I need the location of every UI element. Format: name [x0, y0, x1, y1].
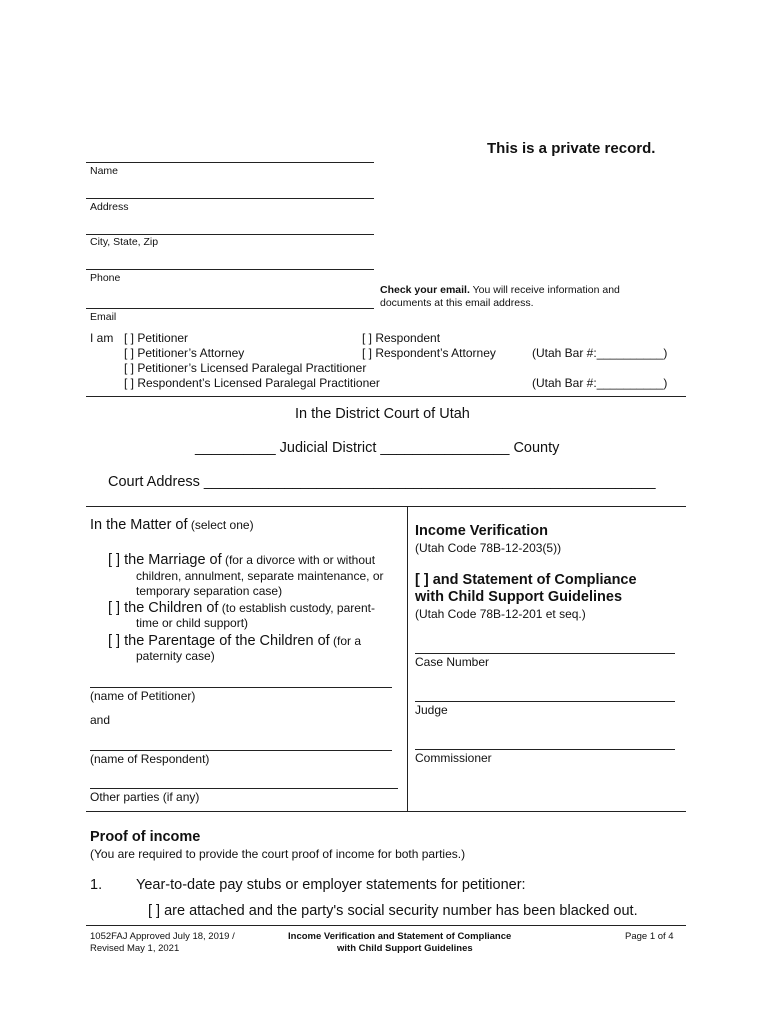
address-line[interactable]: [86, 198, 374, 199]
name-line[interactable]: [86, 162, 374, 163]
income-verification-code: (Utah Code 78B-12-203(5)): [415, 541, 562, 555]
option-children-note: (to establish custody, parent-: [218, 601, 375, 615]
email-line[interactable]: [86, 308, 374, 309]
other-parties-line[interactable]: [90, 788, 398, 789]
item-1-option[interactable]: [ ] are attached and the party's social security number has been blacked out.: [148, 903, 638, 919]
option-parentage-main: [ ] the Parentage of the Children of: [108, 633, 330, 649]
city-state-zip-label: City, State, Zip: [90, 236, 159, 248]
option-children-note-2: time or child support): [136, 616, 249, 630]
email-label: Email: [90, 311, 117, 323]
option-respondent[interactable]: [ ] Respondent: [362, 331, 441, 345]
matter-heading-note: (select one): [187, 518, 254, 532]
and-label: and: [90, 713, 111, 727]
footer-form-id: 1052FAJ Approved July 18, 2019 /: [90, 931, 235, 942]
divider-court: [86, 396, 686, 397]
utah-bar-number-1[interactable]: (Utah Bar #:__________): [532, 346, 668, 360]
address-label: Address: [90, 201, 129, 213]
statement-compliance-code: (Utah Code 78B-12-201 et seq.): [415, 607, 586, 621]
judicial-district-line[interactable]: __________ Judicial District ________________ County: [195, 440, 560, 456]
city-state-zip-line[interactable]: [86, 234, 374, 235]
respondent-caption: (name of Respondent): [90, 752, 210, 766]
footer-page: Page 1 of 4: [625, 931, 674, 942]
option-petitioner-attorney[interactable]: [ ] Petitioner’s Attorney: [124, 346, 245, 360]
court-title: In the District Court of Utah: [295, 406, 470, 422]
commissioner-label: Commissioner: [415, 751, 492, 765]
caption-bottom-border: [86, 811, 686, 812]
proof-heading: Proof of income: [90, 829, 201, 845]
option-petitioner[interactable]: [ ] Petitioner: [124, 331, 189, 345]
phone-label: Phone: [90, 272, 121, 284]
option-children[interactable]: [108, 599, 375, 617]
item-1-number: 1.: [90, 877, 103, 893]
matter-heading: [90, 516, 254, 534]
utah-bar-number-2[interactable]: (Utah Bar #:__________): [532, 376, 668, 390]
footer-title-1: Income Verification and Statement of Compliance: [288, 931, 512, 942]
option-respondent-lpp[interactable]: [ ] Respondent’s Licensed Paralegal Practitioner: [124, 376, 380, 390]
court-address-line[interactable]: Court Address ________________________________________________________: [108, 474, 656, 490]
iam-label: I am: [90, 331, 114, 345]
case-number-label: Case Number: [415, 655, 490, 669]
item-1-text: Year-to-date pay stubs or employer statements for petitioner:: [136, 877, 526, 893]
email-notice: [380, 284, 620, 296]
statement-compliance-title[interactable]: [ ] and Statement of Compliance: [415, 572, 637, 588]
footer-divider: [86, 925, 686, 926]
option-respondent-attorney[interactable]: [ ] Respondent’s Attorney: [362, 346, 496, 360]
private-record-notice: This is a private record.: [487, 140, 656, 157]
footer-title-2: with Child Support Guidelines: [337, 943, 473, 954]
option-parentage-note: (for a: [329, 634, 362, 648]
option-children-main: [ ] the Children of: [108, 600, 219, 616]
option-marriage[interactable]: [108, 551, 375, 569]
income-verification-title: Income Verification: [415, 523, 548, 539]
judge-line[interactable]: [415, 701, 675, 702]
caption-divider: [407, 506, 408, 811]
email-notice-text: You will receive information and: [469, 284, 620, 296]
option-marriage-note-2: children, annulment, separate maintenance, or: [136, 569, 384, 583]
name-label: Name: [90, 165, 119, 177]
matter-heading-text: In the Matter of: [90, 517, 188, 533]
caption-top-border: [86, 506, 686, 507]
option-marriage-main: [ ] the Marriage of: [108, 552, 222, 568]
respondent-name-line[interactable]: [90, 750, 392, 751]
footer-revised: Revised May 1, 2021: [90, 943, 180, 954]
proof-instructions: (You are required to provide the court proof of income for both parties.): [90, 847, 466, 861]
statement-compliance-title-2: with Child Support Guidelines: [415, 589, 623, 605]
option-petitioner-lpp[interactable]: [ ] Petitioner’s Licensed Paralegal Practitioner: [124, 361, 367, 375]
judge-label: Judge: [415, 703, 448, 717]
petitioner-name-line[interactable]: [90, 687, 392, 688]
option-parentage-note-2: paternity case): [136, 649, 215, 663]
option-parentage[interactable]: [108, 632, 361, 650]
commissioner-line[interactable]: [415, 749, 675, 750]
email-notice-line2: documents at this email address.: [380, 297, 534, 309]
petitioner-caption: (name of Petitioner): [90, 689, 196, 703]
email-notice-bold: Check your email.: [380, 284, 470, 296]
option-marriage-note: (for a divorce with or without: [221, 553, 376, 567]
other-parties-caption: Other parties (if any): [90, 790, 200, 804]
phone-line[interactable]: [86, 269, 374, 270]
option-marriage-note-3: temporary separation case): [136, 584, 283, 598]
case-number-line[interactable]: [415, 653, 675, 654]
